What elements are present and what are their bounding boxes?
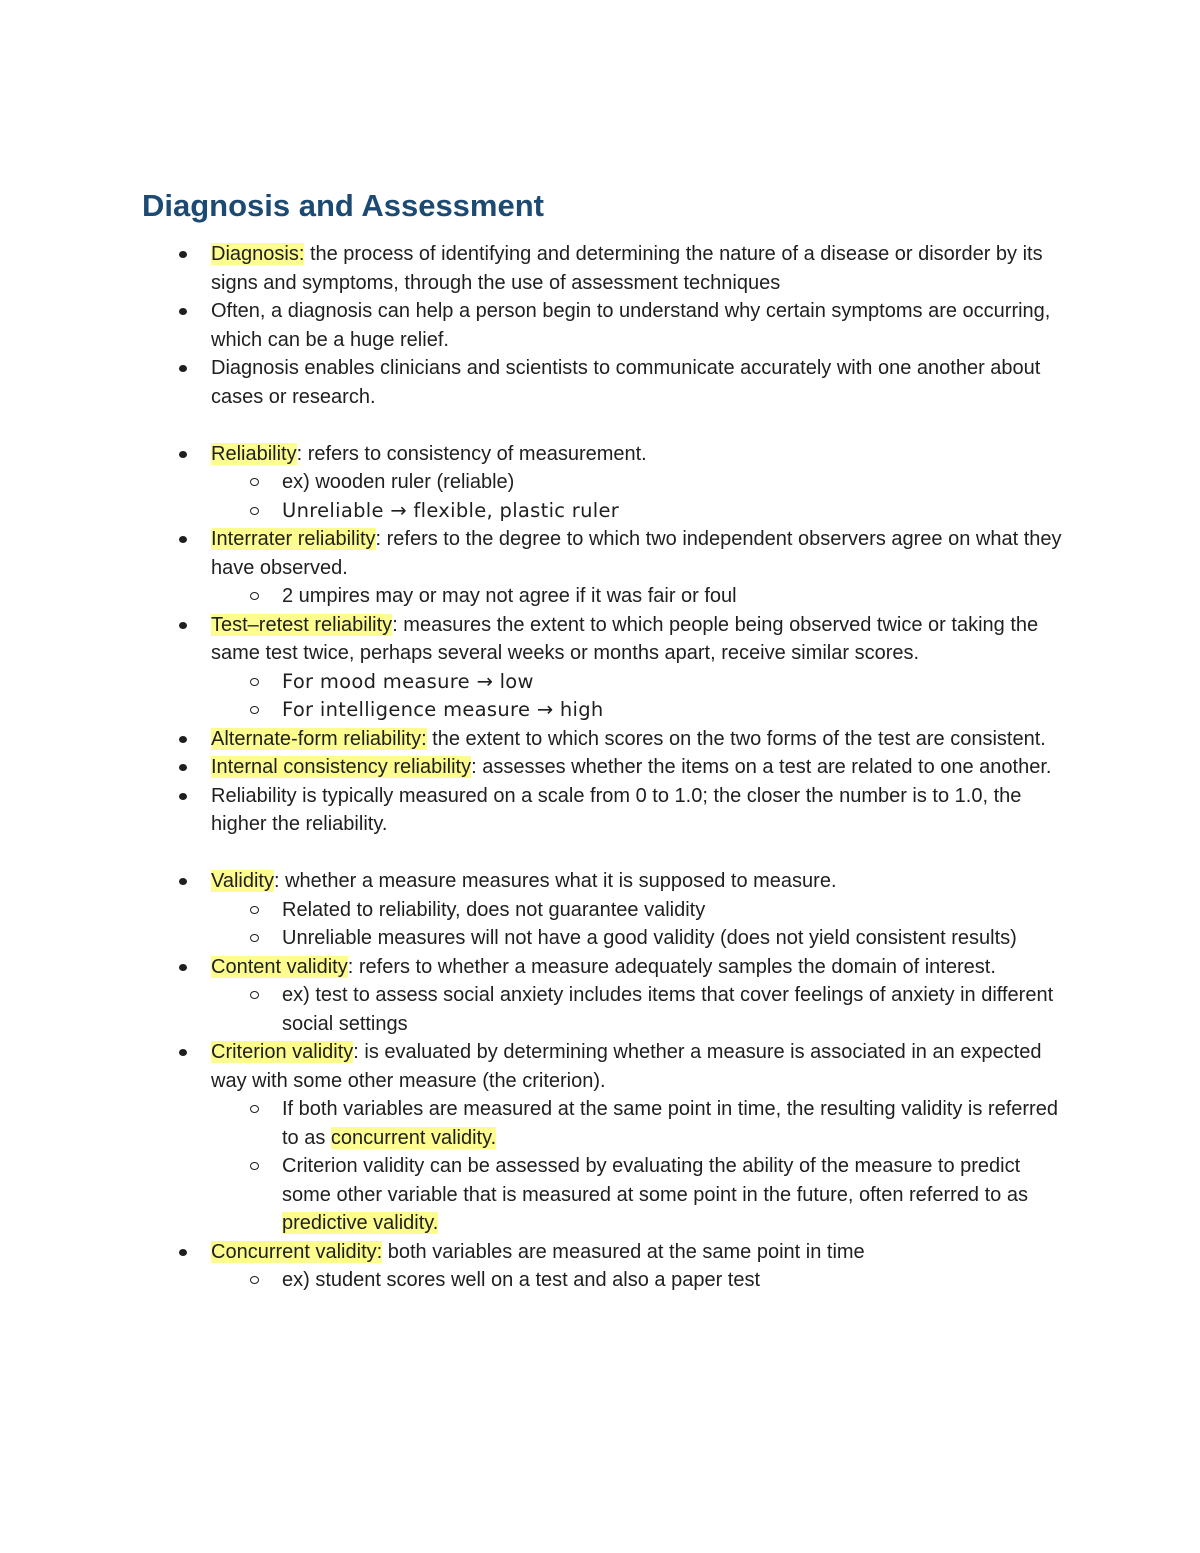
item-text: If both variables are measured at the same point in time, the resulting validity is referred to as [282,1098,1058,1149]
highlighted-term: Content validity [211,955,348,978]
sub-list-item: For mood measure → low [282,668,1071,697]
sub-list-item [282,1095,1071,1152]
sub-list-item: ex) wooden ruler (reliable) [282,468,1071,497]
highlighted-term: predictive validity. [282,1212,439,1234]
highlighted-term: Test–retest reliability [211,613,393,636]
list-item [211,1238,1071,1295]
highlighted-term: Interrater reliability [211,528,376,550]
item-text: Diagnosis enables clinicians and scientists to communicate accurately with one another about cases or research. [211,357,1041,408]
item-text: the extent to which scores on the two forms of the test are consistent. [426,727,1046,750]
notes-list [211,240,1071,1295]
list-item [211,440,1071,526]
highlighted-term: Internal consistency reliability [211,756,472,778]
item-text: : assesses whether the items on a test are related to one another. [471,756,1052,778]
sub-list-item: Related to reliability, does not guarantee validity [282,896,1071,925]
item-text: Often, a diagnosis can help a person begin to understand why certain symptoms are occurring, which can be a huge relief. [211,300,1051,351]
highlighted-term: Reliability [211,442,297,465]
item-text: Reliability is typically measured on a scale from 0 to 1.0; the closer the number is to 1.0, the higher the reliability. [211,784,1022,835]
page-title: Diagnosis and Assessment [142,188,544,223]
blank-line [211,411,1071,440]
sub-list [211,981,1071,1038]
sub-list-item: For intelligence measure → high [282,696,1071,725]
list-item [211,782,1071,839]
item-text: : refers to the degree to which two independent observers agree on what they have observed. [211,528,1062,579]
list-item [211,867,1071,953]
item-text: Criterion validity can be assessed by evaluating the ability of the measure to predict some other variable that is measured at some point in the future, often referred to as [282,1155,1028,1206]
sub-list-item: Unreliable measures will not have a good validity (does not yield consistent results) [282,924,1071,953]
sub-list [211,668,1071,725]
list-item [211,953,1071,1039]
list-item [211,297,1071,354]
sub-list-item: 2 umpires may or may not agree if it was fair or foul [282,582,1071,611]
item-text: : refers to consistency of measurement. [296,442,647,465]
item-text: : is evaluated by determining whether a measure is associated in an expected way with some other measure (the criterion). [211,1041,1042,1092]
sub-list [211,896,1071,953]
list-item [211,753,1071,782]
highlighted-term: Criterion validity [211,1041,354,1063]
list-item [211,725,1071,754]
highlighted-term: Concurrent validity: [211,1240,383,1263]
sub-list [211,1266,1071,1295]
list-item [211,354,1071,411]
blank-line [211,839,1071,868]
list-item [211,1038,1071,1238]
sub-list-item: ex) student scores well on a test and also a paper test [282,1266,1071,1295]
highlighted-term: Validity [211,870,274,892]
item-text: : measures the extent to which people being observed twice or taking the same test twice, perhaps several weeks or months apart, receive similar scores. [211,613,1039,664]
sub-list [211,1095,1071,1238]
sub-list-item: Unreliable → flexible, plastic ruler [282,497,1071,526]
list-item [211,525,1071,611]
sub-list-item [282,1152,1071,1238]
highlighted-term: Diagnosis: [211,243,305,265]
sub-list [211,468,1071,525]
item-text: : whether a measure measures what it is supposed to measure. [274,870,837,892]
list-item [211,611,1071,725]
item-text: the process of identifying and determining the nature of a disease or disorder by its signs and symptoms, through the use of assessment techniques [211,243,1043,294]
sub-list [211,582,1071,611]
highlighted-term: concurrent validity. [330,1126,497,1149]
item-text: both variables are measured at the same point in time [382,1240,865,1263]
sub-list-item: ex) test to assess social anxiety includes items that cover feelings of anxiety in different social settings [282,981,1071,1038]
list-item [211,240,1071,297]
highlighted-term: Alternate-form reliability: [211,727,427,750]
item-text: : refers to whether a measure adequately samples the domain of interest. [347,955,996,978]
